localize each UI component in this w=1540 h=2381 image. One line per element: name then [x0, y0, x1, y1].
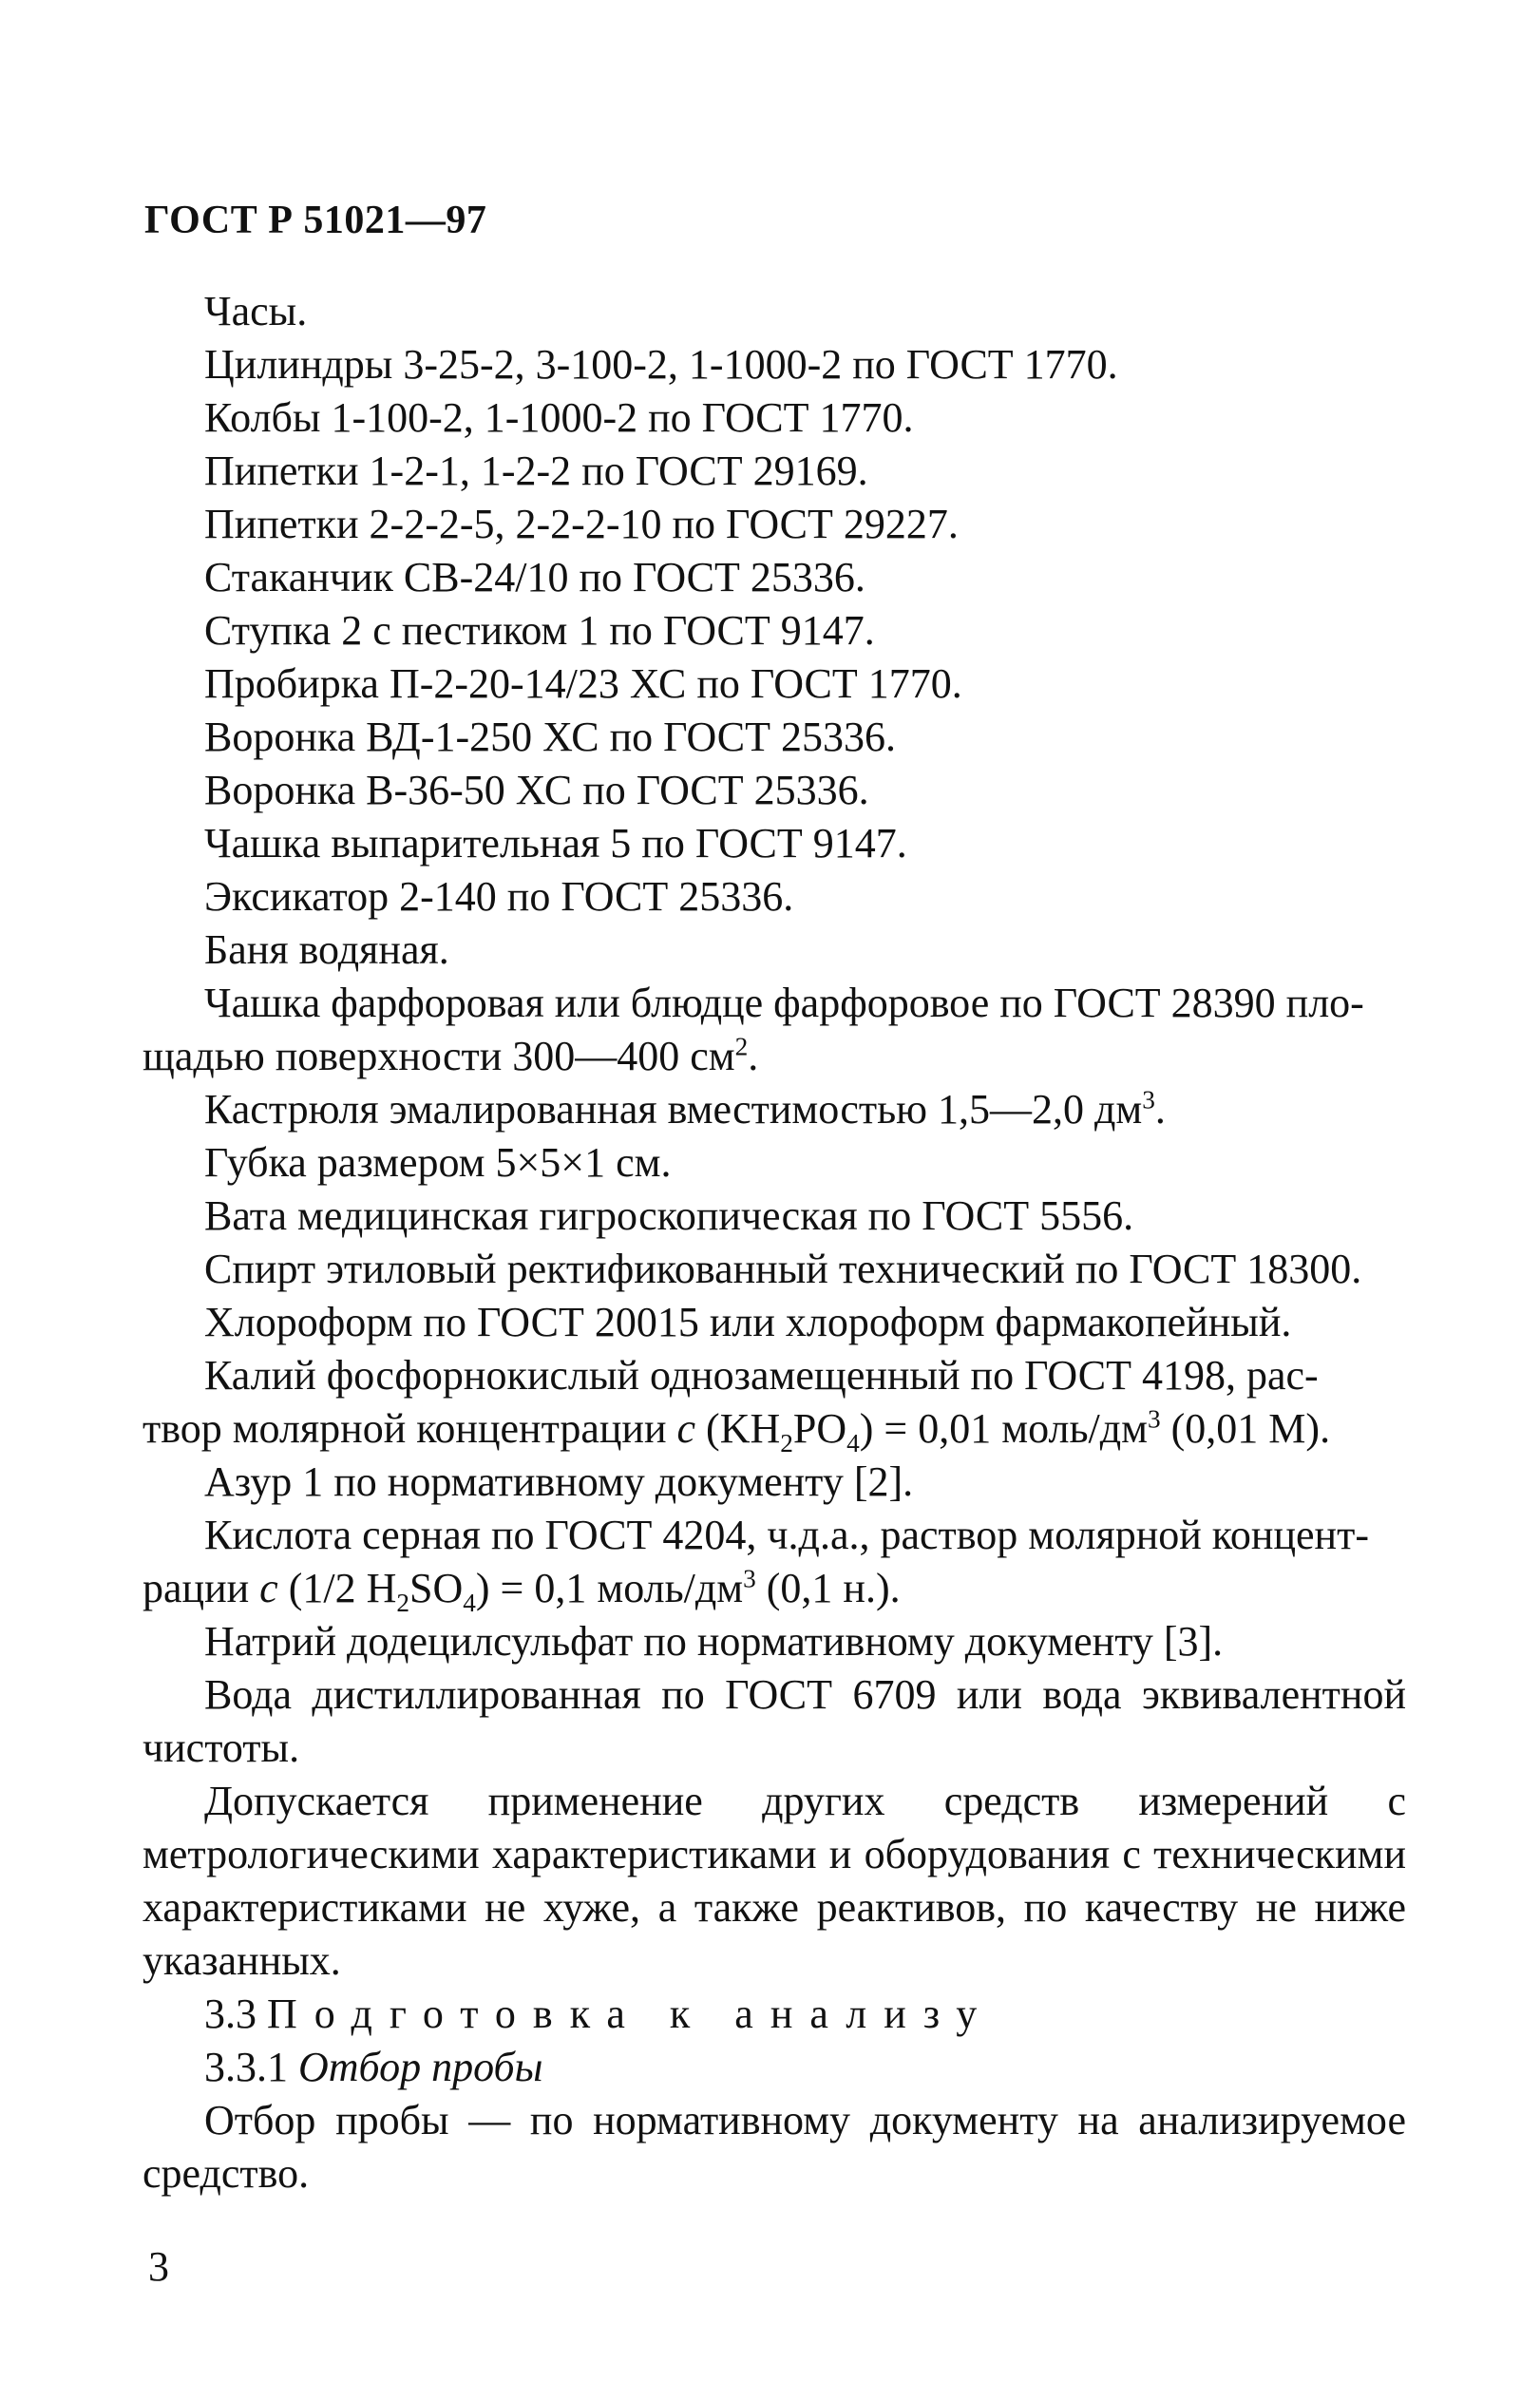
- acid-text-b2: (1/2 H: [277, 1565, 397, 1611]
- equipment-item: Часы.: [204, 288, 308, 334]
- allowed-paragraph: Допускается применение других средств измерений с метрологическими характеристиками и оборудования с техническими характеристиками не хуже, а также реактивов, по качеству не ниже указанных.: [143, 1778, 1406, 1984]
- kalium-sub-1: 2: [780, 1428, 793, 1457]
- equipment-item: Ступка 2 с пестиком 1 по ГОСТ 9147.: [204, 607, 875, 654]
- sponge-paragraph: Губка размером 5×5×1 см.: [204, 1139, 672, 1186]
- equipment-item: Стаканчик СВ-24/10 по ГОСТ 25336.: [204, 554, 865, 600]
- cup-text-end: .: [748, 1033, 759, 1079]
- kalium-superscript: 3: [1148, 1404, 1161, 1434]
- kalium-line-2: [143, 1402, 1406, 1456]
- sampling-paragraph: Отбор пробы — по нормативному документу на анализируемое средство.: [143, 2097, 1406, 2197]
- equipment-item: Колбы 1-100-2, 1-1000-2 по ГОСТ 1770.: [204, 394, 914, 441]
- kalium-c: c: [676, 1405, 696, 1452]
- equipment-item: Воронка В-36-50 ХС по ГОСТ 25336.: [204, 767, 869, 813]
- equipment-item: Баня водяная.: [204, 926, 449, 973]
- page-number: 3: [148, 2243, 169, 2290]
- kalium-sub-2: 4: [846, 1428, 860, 1457]
- pan-text: Кастрюля эмалированная вместимостью 1,5—2,0 дм: [204, 1086, 1143, 1133]
- acid-sub-1: 2: [396, 1588, 409, 1617]
- equipment-item: Эксикатор 2-140 по ГОСТ 25336.: [204, 873, 794, 920]
- equipment-item: Пробирка П-2-20-14/23 ХС по ГОСТ 1770.: [204, 660, 962, 707]
- kalium-text-b5: (0,01 М).: [1160, 1405, 1331, 1452]
- acid-text-b4: ) = 0,1 моль/дм: [475, 1565, 744, 1611]
- acid-c: c: [259, 1565, 278, 1611]
- kalium-text-b1: твор молярной концентрации: [143, 1405, 677, 1452]
- acid-superscript: 3: [743, 1564, 756, 1593]
- acid-text-b5: (0,1 н.).: [755, 1565, 901, 1611]
- acid-sub-2: 4: [463, 1588, 476, 1617]
- equipment-list: [143, 285, 1406, 977]
- section-3-3-heading: [143, 1988, 1406, 2041]
- acid-text-b1: рации: [143, 1565, 260, 1611]
- section-3-3-title: Подготовка к анализу: [267, 1991, 995, 2037]
- acid-line-1: [143, 1509, 1406, 1562]
- section-3-3-1-heading: [143, 2041, 1406, 2094]
- pan-text-end: .: [1154, 1086, 1166, 1133]
- cup-line-1: [143, 977, 1406, 1030]
- kalium-text-b3: PO: [792, 1405, 847, 1452]
- chloroform-paragraph: Хлороформ по ГОСТ 20015 или хлороформ фармакопейный.: [204, 1299, 1292, 1345]
- kalium-line-1: [143, 1349, 1406, 1402]
- acid-text-a: Кислота серная по ГОСТ 4204, ч.д.а., раствор молярной концент-: [204, 1512, 1369, 1558]
- pan-superscript: 3: [1142, 1085, 1155, 1114]
- alcohol-paragraph: Спирт этиловый ректификованный технический по ГОСТ 18300.: [204, 1246, 1362, 1292]
- equipment-item: Пипетки 1-2-1, 1-2-2 по ГОСТ 29169.: [204, 448, 868, 494]
- cup-line-2: [143, 1030, 1406, 1083]
- equipment-item: Пипетки 2-2-2-5, 2-2-2-10 по ГОСТ 29227.: [204, 501, 959, 547]
- kalium-text-b2: (KH: [695, 1405, 781, 1452]
- cup-superscript: 2: [734, 1032, 749, 1061]
- acid-line-2: [143, 1562, 1406, 1615]
- cup-text-a: Чашка фарфоровая или блюдце фарфоровое по ГОСТ 28390 пло-: [204, 980, 1364, 1026]
- document-body: [143, 285, 1406, 2200]
- water-paragraph: Вода дистиллированная по ГОСТ 6709 или вода эквивалентной чистоты.: [143, 1671, 1406, 1771]
- sodium-paragraph: Натрий додецилсульфат по нормативному документу [3].: [204, 1618, 1224, 1665]
- section-3-3-1-number: 3.3.1: [204, 2044, 288, 2090]
- pan-paragraph: [143, 1083, 1406, 1136]
- section-3-3-1-title: Отбор пробы: [298, 2044, 543, 2090]
- equipment-item: Цилиндры 3-25-2, 3-100-2, 1-1000-2 по ГОСТ 1770.: [204, 341, 1118, 388]
- acid-text-b3: SO: [409, 1565, 464, 1611]
- azur-paragraph: Азур 1 по нормативному документу [2].: [204, 1458, 914, 1505]
- kalium-text-a: Калий фосфорнокислый однозамещенный по ГОСТ 4198, рас-: [204, 1352, 1319, 1399]
- cotton-paragraph: Вата медицинская гигроскопическая по ГОСТ 5556.: [204, 1192, 1134, 1239]
- page-header: ГОСТ Р 51021—97: [144, 199, 487, 242]
- section-3-3-number: 3.3: [204, 1991, 257, 2037]
- equipment-item: Чашка выпарительная 5 по ГОСТ 9147.: [204, 820, 907, 867]
- cup-text-b: щадью поверхности 300—400 см: [143, 1033, 735, 1079]
- equipment-item: Воронка ВД-1-250 ХС по ГОСТ 25336.: [204, 714, 896, 760]
- kalium-text-b4: ) = 0,01 моль/дм: [859, 1405, 1148, 1452]
